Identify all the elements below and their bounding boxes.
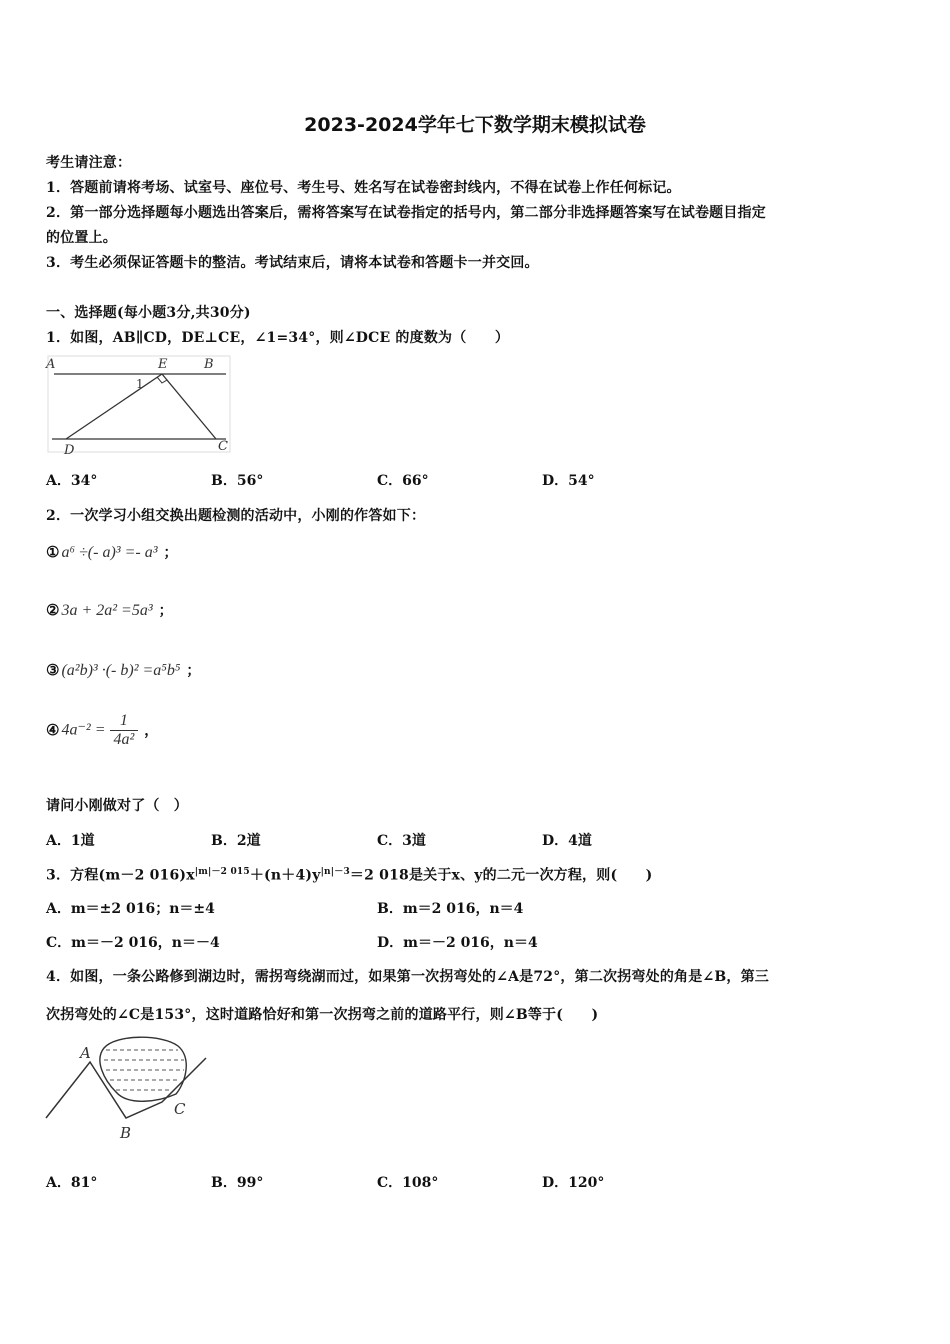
q2-stem: 2．一次学习小组交换出题检测的活动中，小刚的作答如下： <box>46 508 426 524</box>
q1-option-a[interactable]: A．34° <box>46 473 98 489</box>
q4-option-c[interactable]: C．108° <box>377 1175 439 1191</box>
item-mark: ③ <box>46 661 60 679</box>
item-expression: 3a + 2a² =5a³ <box>61 602 153 619</box>
notice-item: 2．第一部分选择题每小题选出答案后，需将答案写在试卷指定的括号内，第二部分非选择题答案写在试卷题目指定 <box>46 205 766 221</box>
label-c: C <box>174 1100 186 1118</box>
q2-item-3 <box>46 660 200 680</box>
q1-option-d[interactable]: D．54° <box>542 473 595 489</box>
label-a: A <box>80 1044 91 1062</box>
q2-item-2 <box>46 600 173 620</box>
item-mark: ④ <box>46 720 60 739</box>
q2-item-4 <box>46 712 158 749</box>
notice-item: 1．答题前请将考场、试室号、座位号、考生号、姓名写在试卷密封线内，不得在试卷上作任何标记。 <box>46 180 681 196</box>
item-mark: ① <box>46 543 60 561</box>
q1-figure <box>44 352 234 457</box>
item-expression: (a²b)³ ·(- b)² =a⁵b⁵ <box>61 662 181 679</box>
q4-option-b[interactable]: B．99° <box>211 1175 264 1191</box>
segment-ec <box>162 374 216 439</box>
notice-heading: 考生请注意： <box>46 155 132 171</box>
item-end: ； <box>158 603 173 619</box>
fraction-numerator: 1 <box>110 712 139 731</box>
q4-stem: 次拐弯处的∠C是153°，这时道路恰好和第一次拐弯之前的道路平行，则∠B等于( ) <box>46 1007 599 1023</box>
q3-stem <box>46 864 653 885</box>
q1-option-c[interactable]: C．66° <box>377 473 429 489</box>
q2-option-a[interactable]: A．1道 <box>46 833 95 849</box>
label-b: B <box>120 1124 132 1142</box>
q1-option-b[interactable]: B．56° <box>211 473 264 489</box>
q3-option-a[interactable]: A．m＝±2 016；n＝±4 <box>46 901 215 917</box>
segment-de <box>66 374 162 439</box>
item-mark: ② <box>46 601 60 619</box>
q2-question: 请问小刚做对了（ ） <box>46 798 188 814</box>
q4-option-d[interactable]: D．120° <box>542 1175 605 1191</box>
notice-item: 3．考生必须保证答题卡的整洁。考试结束后，请将本试卷和答题卡一并交回。 <box>46 255 539 271</box>
item-expression: a⁶ ÷(- a)³ =- a³ <box>61 544 158 561</box>
q3-stem-part: 3．方程(m－2 016)x <box>46 867 195 884</box>
item-end: ； <box>186 663 201 679</box>
q2-option-d[interactable]: D．4道 <box>542 833 592 849</box>
label-e: E <box>158 357 168 372</box>
q3-exponent-x: |m|－2 015 <box>194 867 250 877</box>
q2-option-b[interactable]: B．2道 <box>211 833 261 849</box>
q4-figure <box>44 1030 219 1145</box>
q3-stem-part: ＝2 018是关于x、y的二元一次方程，则( ) <box>349 867 653 884</box>
q3-stem-part: ＋(n＋4)y <box>249 867 321 884</box>
q3-option-c[interactable]: C．m＝－2 016，n＝－4 <box>46 935 220 951</box>
q4-option-a[interactable]: A．81° <box>46 1175 98 1191</box>
item-expression: 4a⁻² = <box>61 721 106 739</box>
label-angle-1: 1 <box>136 377 144 391</box>
q1-stem: 1．如图，AB∥CD，DE⊥CE，∠1=34°，则∠DCE 的度数为（ ） <box>46 330 510 346</box>
item-end: ； <box>163 545 178 561</box>
notice-item: 的位置上。 <box>46 230 117 246</box>
item-end: ， <box>144 722 159 739</box>
q4-stem: 4．如图，一条公路修到湖边时，需拐弯绕湖而过，如果第一次拐弯处的∠A是72°，第二次拐弯处的角是∠B，第三 <box>46 969 769 985</box>
q2-option-c[interactable]: C．3道 <box>377 833 426 849</box>
q3-exponent-y: |n|－3 <box>320 867 350 877</box>
page-title: 2023-2024学年七下数学期末模拟试卷 <box>304 114 646 136</box>
q3-option-b[interactable]: B．m＝2 016，n＝4 <box>377 901 524 917</box>
label-d: D <box>64 443 75 457</box>
fraction-denominator: 4a² <box>113 731 135 748</box>
label-c: C <box>218 439 228 454</box>
label-a: A <box>46 357 56 372</box>
label-b: B <box>204 357 214 372</box>
figure-frame <box>48 356 230 452</box>
q3-option-d[interactable]: D．m＝－2 016，n＝4 <box>377 935 538 951</box>
section-heading: 一、选择题(每小题3分,共30分) <box>46 305 251 321</box>
q2-item-1 <box>46 542 178 562</box>
